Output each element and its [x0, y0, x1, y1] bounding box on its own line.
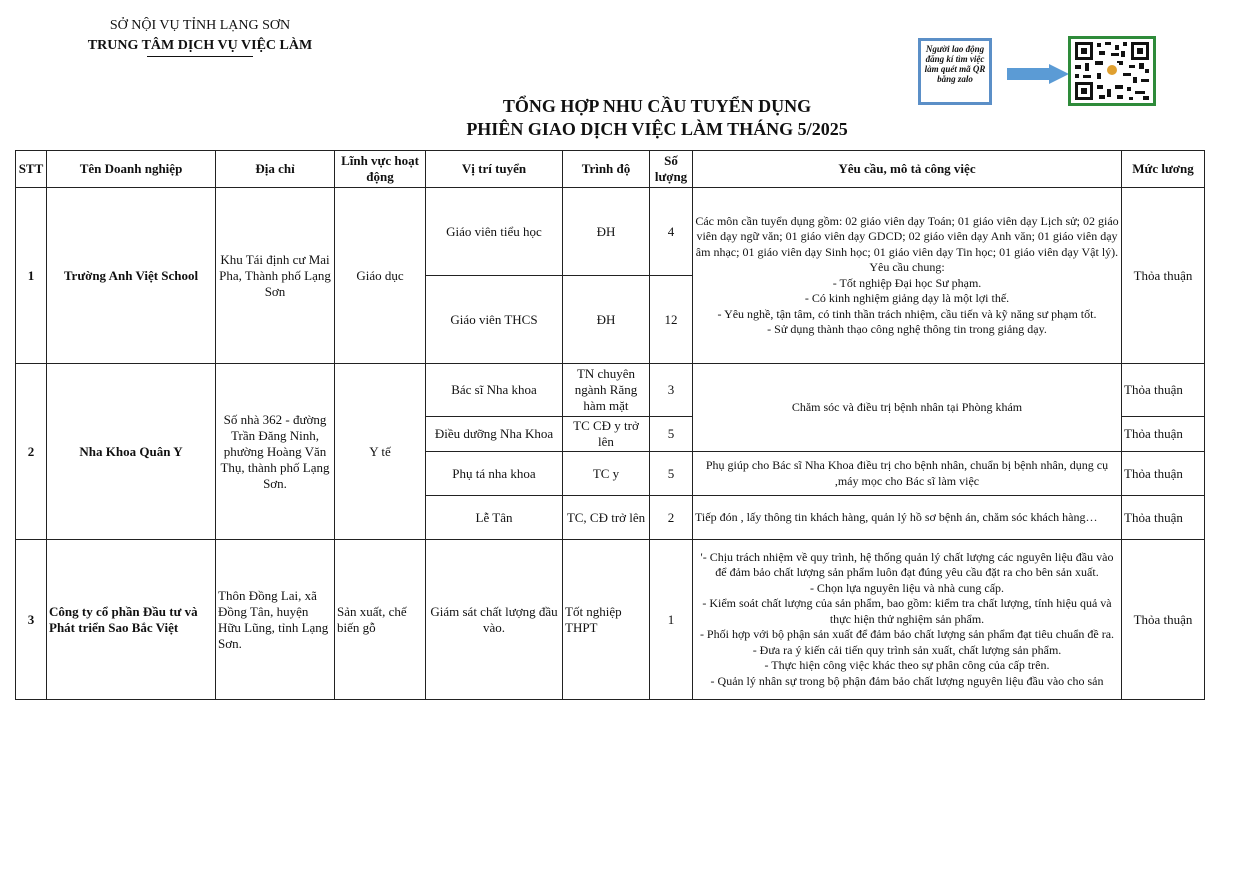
job-requirements: [693, 540, 1122, 700]
table-row: [16, 188, 1205, 276]
job-quantity: 4: [650, 188, 693, 276]
col-company: Tên Doanh nghiệp: [47, 151, 216, 188]
parent-agency: SỞ NỘI VỤ TỈNH LẠNG SƠN: [109, 18, 291, 33]
col-field: Lĩnh vực hoạt động: [335, 151, 426, 188]
requirement-line: - Sử dụng thành thạo công nghệ thông tin trong giảng dạy.: [767, 322, 1047, 336]
row-stt: 3: [16, 540, 47, 700]
requirement-line: - Có kinh nghiệm giảng dạy là một lợi thế.: [804, 291, 1010, 305]
job-position: Bác sĩ Nha khoa: [426, 364, 563, 417]
job-level: ĐH: [563, 276, 650, 364]
job-quantity: 2: [650, 496, 693, 540]
job-position: Điều dưỡng Nha Khoa: [426, 417, 563, 452]
col-level: Trình độ: [563, 151, 650, 188]
organization-header: [60, 18, 340, 57]
job-level: ĐH: [563, 188, 650, 276]
requirement-line: - Thực hiện công việc khác theo sự phân công của cấp trên.: [764, 658, 1050, 673]
requirement-line: - Đưa ra ý kiến cải tiến quy trình sản xuất, chất lượng sản phẩm.: [752, 642, 1062, 657]
arrow-right-icon: [1007, 64, 1069, 84]
salary: Thỏa thuận: [1122, 452, 1205, 496]
salary: Thỏa thuận: [1122, 540, 1205, 700]
requirement-line: - Chọn lựa nguyên liệu và nhà cung cấp.: [809, 580, 1005, 595]
qr-code-icon: [1071, 39, 1153, 103]
salary: Thỏa thuận: [1122, 417, 1205, 452]
job-quantity: 5: [650, 452, 693, 496]
requirement-line: - Phối hợp với bộ phận sản xuất để đảm bảo chất lượng sản phẩm đạt tiêu chuẩn đề ra.: [699, 627, 1115, 642]
center-name: TRUNG TÂM DỊCH VỤ VIỆC LÀM: [87, 38, 313, 53]
qr-instruction-note: Người lao động đăng kí tìm việc làm quét mã QR bằng zalo: [918, 38, 992, 105]
title-line-2: PHIÊN GIAO DỊCH VIỆC LÀM THÁNG 5/2025: [466, 119, 848, 139]
job-quantity: 5: [650, 417, 693, 452]
job-quantity: 3: [650, 364, 693, 417]
requirement-line: - Kiểm soát chất lượng của sản phẩm, bao gồm: kiểm tra chất lượng, tính hiệu quả và thực hiện thử nghiệm sản phẩm.: [702, 596, 1112, 626]
table-row: [16, 364, 1205, 417]
job-level: TC, CĐ trở lên: [563, 496, 650, 540]
table-row: [16, 540, 1205, 700]
company-name: Trường Anh Việt School: [47, 188, 216, 364]
job-quantity: 1: [650, 540, 693, 700]
company-name: Công ty cổ phần Đầu tư và Phát triển Sao Bắc Việt: [47, 540, 216, 700]
job-position: Phụ tá nha khoa: [426, 452, 563, 496]
salary: Thỏa thuận: [1122, 364, 1205, 417]
job-level: TN chuyên ngành Răng hàm mặt: [563, 364, 650, 417]
col-stt: STT: [16, 151, 47, 188]
requirement-line: - Tốt nghiệp Đại học Sư phạm.: [832, 275, 982, 290]
company-address: Thôn Đồng Lai, xã Đồng Tân, huyện Hữu Lũng, tỉnh Lạng Sơn.: [216, 540, 335, 700]
company-address: Khu Tái định cư Mai Pha, Thành phố Lạng Sơn: [216, 188, 335, 364]
job-requirements: Chăm sóc và điều trị bệnh nhân tại Phòng khám: [693, 364, 1122, 452]
job-requirements: Phụ giúp cho Bác sĩ Nha Khoa điều trị cho bệnh nhân, chuẩn bị bệnh nhân, dụng cụ ,máy mọc cho Bác sĩ làm việc: [693, 452, 1122, 496]
salary: Thỏa thuận: [1122, 496, 1205, 540]
requirement-line: Các môn cần tuyển dụng gồm: 02 giáo viên dạy Toán; 01 giáo viên dạy Lịch sử; 02 giáo viên dạy ngữ văn; 01 giáo viên dạy GDCD; 02 giáo viên dạy Anh văn; 01 giáo viên dạy âm nhạc; 01 giáo viên dạy Sinh học; 01 giáo viên dạy Tin học; 01 giáo viên dạy Vật lý).: [695, 213, 1119, 259]
col-requirements: Yêu cầu, mô tả công việc: [693, 151, 1122, 188]
company-name: Nha Khoa Quân Y: [47, 364, 216, 540]
job-level: TC y: [563, 452, 650, 496]
requirement-line: Yêu cầu chung:: [869, 260, 945, 274]
col-quantity: Số lượng: [650, 151, 693, 188]
col-address: Địa chỉ: [216, 151, 335, 188]
requirement-line: '- Chịu trách nhiệm về quy trình, hệ thống quản lý chất lượng các nguyên liệu đầu vào để đảm bảo chất lượng sản phẩm luôn đạt đúng yêu cầu đặt ra cho bên sản xuất.: [700, 549, 1114, 580]
job-level: TC CĐ y trở lên: [563, 417, 650, 452]
job-position: Lễ Tân: [426, 496, 563, 540]
requirements-clip: [695, 550, 1119, 690]
job-level: Tốt nghiệp THPT: [563, 540, 650, 700]
company-address: Số nhà 362 - đường Trần Đăng Ninh, phường Hoàng Văn Thụ, thành phố Lạng Sơn.: [216, 364, 335, 540]
zalo-qr-code: [1068, 36, 1156, 106]
job-position: Giáo viên THCS: [426, 276, 563, 364]
requirement-line: - Yêu nghề, tận tâm, có tinh thần trách nhiệm, cầu tiến và kỹ năng sư phạm tốt.: [717, 306, 1097, 321]
salary: Thỏa thuận: [1122, 188, 1205, 364]
row-stt: 1: [16, 188, 47, 364]
requirement-line: - Quản lý nhân sự trong bộ phận đảm bảo chất lượng nguyên liệu đầu vào cho sản: [710, 673, 1104, 688]
business-field: Y tế: [335, 364, 426, 540]
header-underline: [147, 56, 253, 57]
job-position: Giám sát chất lượng đầu vào.: [426, 540, 563, 700]
col-salary: Mức lương: [1122, 151, 1205, 188]
job-requirements: Tiếp đón , lấy thông tin khách hàng, quản lý hồ sơ bệnh án, chăm sóc khách hàng…: [693, 496, 1122, 540]
recruitment-table: [15, 150, 1205, 700]
document-title: [300, 95, 1014, 141]
col-position: Vị trí tuyển: [426, 151, 563, 188]
business-field: Sản xuất, chế biến gỗ: [335, 540, 426, 700]
job-quantity: 12: [650, 276, 693, 364]
row-stt: 2: [16, 364, 47, 540]
title-line-1: TỔNG HỢP NHU CẦU TUYỂN DỤNG: [502, 96, 812, 116]
business-field: Giáo dục: [335, 188, 426, 364]
table-header-row: [16, 151, 1205, 188]
job-position: Giáo viên tiểu học: [426, 188, 563, 276]
job-requirements: [693, 188, 1122, 364]
